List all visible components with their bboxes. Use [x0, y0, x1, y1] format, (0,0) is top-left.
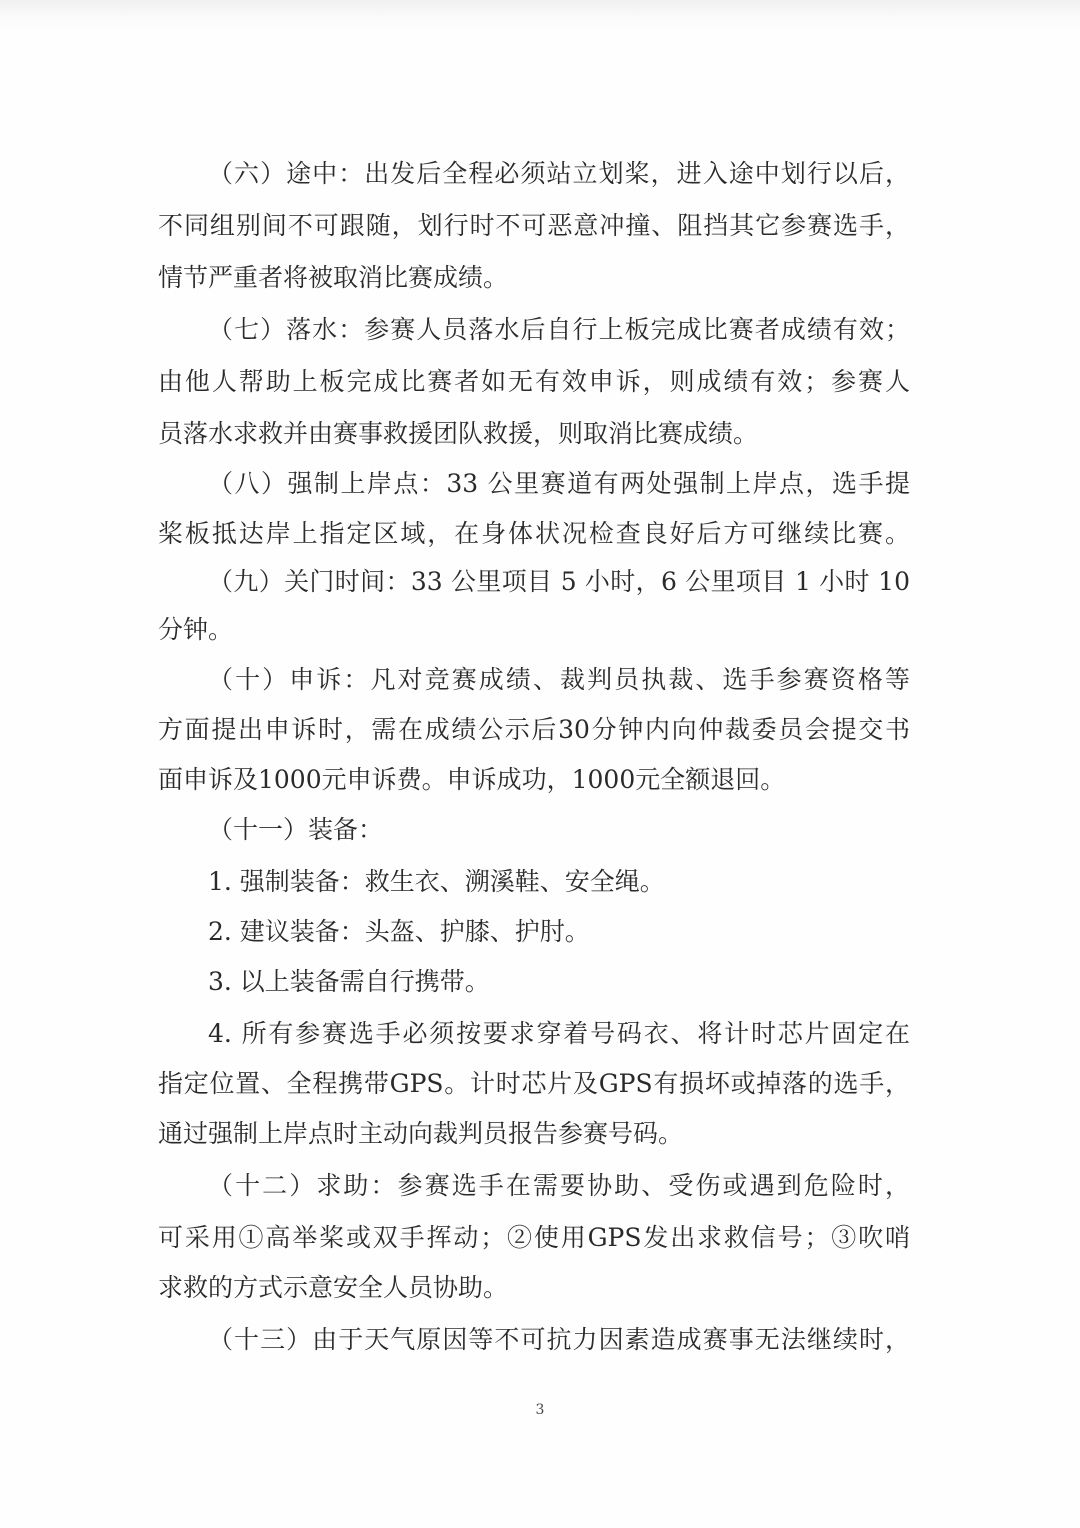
paragraph-line: 不同组别间不可跟随，划行时不可恶意冲撞、阻挡其它参赛选手，: [158, 211, 910, 240]
paragraph-line: 方面提出申诉时，需在成绩公示后30分钟内向仲裁委员会提交书: [158, 715, 910, 744]
paragraph-line: （六）途中：出发后全程必须站立划桨，进入途中划行以后，: [208, 159, 910, 188]
paragraph-line: 求救的方式示意安全人员协助。: [158, 1273, 509, 1302]
paragraph-line: 通过强制上岸点时主动向裁判员报告参赛号码。: [158, 1119, 684, 1148]
paragraph-line: 桨板抵达岸上指定区域，在身体状况检查良好后方可继续比赛。: [158, 519, 910, 548]
paragraph-line: 可采用①高举桨或双手挥动；②使用GPS发出求救信号；③吹哨: [158, 1223, 910, 1252]
page-number: 3: [535, 1402, 545, 1418]
scan-shadow: [0, 0, 1080, 30]
paragraph-line: 指定位置、全程携带GPS。计时芯片及GPS有损坏或掉落的选手，: [158, 1069, 910, 1098]
paragraph-line: （十）申诉：凡对竞赛成绩、裁判员执裁、选手参赛资格等: [208, 665, 910, 694]
paragraph-line: （八）强制上岸点：33 公里赛道有两处强制上岸点，选手提: [208, 469, 910, 498]
paragraph-line: 分钟。: [158, 615, 234, 644]
paragraph-line: （九）关门时间：33 公里项目 5 小时，6 公里项目 1 小时 10: [208, 567, 910, 596]
paragraph-line: 员落水求救并由赛事救援团队救援，则取消比赛成绩。: [158, 419, 759, 448]
paragraph-line: 3. 以上装备需自行携带。: [208, 967, 490, 996]
paragraph-line: （七）落水：参赛人员落水后自行上板完成比赛者成绩有效；: [208, 315, 910, 344]
paragraph-line: （十三）由于天气原因等不可抗力因素造成赛事无法继续时，: [208, 1325, 910, 1354]
paragraph-line: 由他人帮助上板完成比赛者如无有效申诉，则成绩有效；参赛人: [158, 367, 910, 396]
paragraph-line: 4. 所有参赛选手必须按要求穿着号码衣、将计时芯片固定在: [208, 1019, 910, 1048]
paragraph-line: （十二）求助：参赛选手在需要协助、受伤或遇到危险时，: [208, 1171, 910, 1200]
paragraph-line: （十一）装备：: [208, 815, 384, 844]
paragraph-line: 1. 强制装备：救生衣、溯溪鞋、安全绳。: [208, 867, 665, 896]
paragraph-line: 2. 建议装备：头盔、护膝、护肘。: [208, 917, 590, 946]
paragraph-line: 面申诉及1000元申诉费。申诉成功，1000元全额退回。: [158, 765, 786, 794]
paragraph-line: 情节严重者将被取消比赛成绩。: [158, 263, 509, 292]
